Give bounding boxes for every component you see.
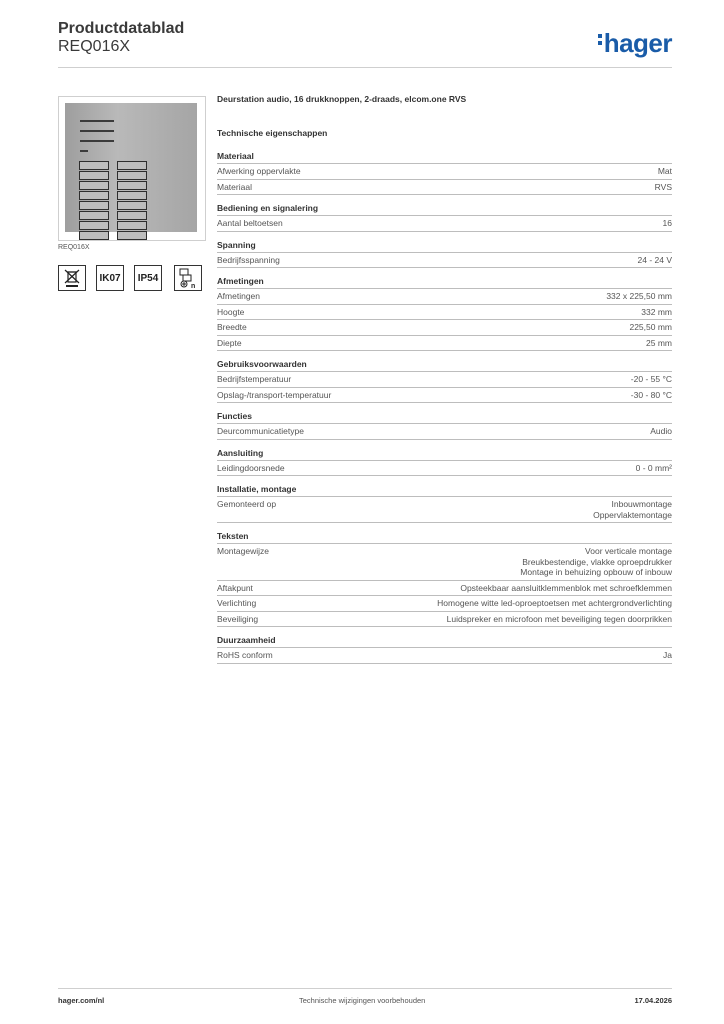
spec-label: Montagewijze — [217, 546, 269, 556]
footer-website-link[interactable]: hager.com/nl — [58, 996, 105, 1005]
spec-label: Bedrijfstemperatuur — [217, 374, 292, 384]
spec-value-line: 25 mm — [646, 337, 672, 348]
spec-group-title: Duurzaamheid — [217, 635, 672, 648]
spec-group — [217, 240, 672, 269]
spec-value — [658, 166, 672, 177]
spec-row — [217, 612, 672, 628]
spec-value-line: 332 x 225,50 mm — [606, 291, 672, 301]
ik07-label: IK07 — [99, 272, 121, 284]
spec-row — [217, 497, 672, 523]
spec-row — [217, 320, 672, 336]
call-button — [117, 161, 147, 170]
spec-value — [631, 374, 672, 385]
spec-label: Opslag-/transport-temperatuur — [217, 389, 332, 400]
spec-group-title: Spanning — [217, 240, 672, 253]
spec-value — [663, 218, 672, 229]
spec-value-line: Voor verticale montage — [585, 546, 672, 556]
call-button — [117, 191, 147, 200]
spec-value-line: Breukbestendige, vlakke oproepdrukker — [522, 556, 672, 567]
spec-value — [593, 499, 672, 520]
call-button — [117, 231, 147, 240]
spec-value — [646, 338, 672, 349]
spec-value-line: Oppervlaktemontage — [593, 509, 672, 520]
product-image — [58, 96, 206, 241]
spec-label: Hoogte — [217, 306, 245, 317]
spec-group — [217, 531, 672, 627]
spec-value-line: Ja — [663, 650, 672, 660]
footer-disclaimer: Technische wijzigingen voorbehouden — [299, 996, 426, 1005]
spec-group-title: Afmetingen — [217, 276, 672, 289]
spec-value-line: -30 - 80 °C — [630, 389, 672, 400]
spec-value-line: Luidspreker en microfoon met beveiliging tegen doorprikken — [446, 613, 672, 624]
door-station-plate — [65, 103, 197, 232]
nameplate-line — [80, 140, 114, 142]
ip54-label: IP54 — [137, 272, 159, 284]
hager-logo — [598, 28, 672, 59]
nameplate-line — [80, 120, 114, 122]
spec-value-line: 0 - 0 mm² — [635, 462, 672, 473]
spec-value — [520, 546, 672, 578]
spec-row — [217, 648, 672, 664]
spec-label: Leidingdoorsnede — [217, 462, 285, 473]
spec-value-line: -20 - 55 °C — [630, 374, 672, 384]
spec-row — [217, 372, 672, 388]
spec-value — [663, 650, 672, 661]
spec-group-title: Functies — [217, 411, 672, 424]
spec-value — [437, 598, 672, 609]
spec-group — [217, 359, 672, 403]
spec-label: Bedrijfsspanning — [217, 254, 280, 265]
spec-group — [217, 635, 672, 664]
spec-value — [631, 390, 672, 401]
spec-group-title: Installatie, montage — [217, 484, 672, 497]
call-button — [117, 181, 147, 190]
technical-properties-title: Technische eigenschappen — [217, 128, 328, 138]
spec-row — [217, 305, 672, 321]
spec-group — [217, 276, 672, 351]
installation-symbol-label: n — [191, 283, 196, 289]
nameplate-line — [80, 130, 114, 132]
call-button — [79, 171, 109, 180]
spec-group — [217, 484, 672, 523]
nameplate-line — [80, 150, 88, 152]
spec-value — [650, 426, 672, 437]
spec-label: Breedte — [217, 322, 247, 332]
spec-group-title: Bediening en signalering — [217, 203, 672, 216]
header-divider — [58, 67, 672, 68]
spec-value-line: 24 - 24 V — [637, 254, 672, 265]
spec-value-line: Audio — [650, 426, 672, 436]
call-button — [79, 161, 109, 170]
document-title: Productdatablad — [58, 20, 185, 37]
spec-row — [217, 388, 672, 404]
call-button — [79, 211, 109, 220]
spec-label: Aantal beltoetsen — [217, 218, 283, 228]
spec-label: Deurcommunicatietype — [217, 426, 304, 436]
spec-row — [217, 336, 672, 352]
spec-row — [217, 216, 672, 232]
spec-label: Gemonteerd op — [217, 499, 277, 509]
footer-divider — [58, 988, 672, 989]
spec-value-line: Mat — [657, 166, 672, 176]
spec-value — [641, 307, 672, 318]
spec-row — [217, 253, 672, 269]
spec-row — [217, 581, 672, 597]
spec-row — [217, 544, 672, 581]
spec-label: Afmetingen — [217, 291, 260, 301]
footer-date: 17.04.2026 — [634, 996, 672, 1005]
call-button — [79, 231, 109, 240]
spec-label: RoHS conform — [217, 650, 273, 660]
spec-row — [217, 461, 672, 477]
spec-row — [217, 596, 672, 612]
spec-row — [217, 289, 672, 305]
spec-group-title: Teksten — [217, 531, 672, 544]
product-description: Deurstation audio, 16 drukknoppen, 2-draads, elcom.one RVS — [217, 94, 467, 104]
spec-group-title: Gebruiksvoorwaarden — [217, 359, 672, 372]
spec-groups — [217, 151, 672, 664]
spec-label: Diepte — [217, 337, 242, 348]
spec-value — [460, 583, 672, 594]
document-header — [58, 20, 184, 56]
spec-value — [636, 463, 672, 474]
spec-value-line: 16 — [662, 218, 672, 228]
spec-value-line: RVS — [654, 181, 672, 192]
spec-value-line: Inbouwmontage — [611, 499, 672, 509]
spec-value — [447, 614, 672, 625]
spec-value-line: Homogene witte led-oproeptoetsen met achtergrondverlichting — [437, 598, 672, 608]
spec-group — [217, 448, 672, 477]
call-button — [79, 201, 109, 210]
call-button — [79, 221, 109, 230]
call-button — [117, 211, 147, 220]
call-button — [79, 191, 109, 200]
spec-group — [217, 203, 672, 232]
call-button — [79, 181, 109, 190]
product-code: REQ016X — [58, 38, 131, 55]
spec-value-line: Opsteekbaar aansluitklemmenblok met schroefklemmen — [460, 582, 672, 593]
logo-dots-icon — [598, 34, 602, 48]
spec-label: Materiaal — [217, 181, 252, 192]
spec-label: Afwerking oppervlakte — [217, 166, 301, 176]
spec-value-line: 225,50 mm — [629, 322, 672, 332]
installation-symbol-icon — [174, 265, 202, 291]
spec-row — [217, 180, 672, 196]
spec-value — [655, 182, 672, 193]
product-image-caption: REQ016X — [58, 244, 90, 251]
ik07-rating-badge — [96, 265, 124, 291]
spec-group-title: Aansluiting — [217, 448, 672, 461]
spec-label: Aftakpunt — [217, 582, 253, 593]
spec-label: Verlichting — [217, 598, 257, 608]
call-button — [117, 171, 147, 180]
spec-value-line: 332 mm — [641, 306, 672, 317]
call-button — [117, 221, 147, 230]
specifications-panel — [217, 94, 672, 672]
spec-value — [638, 255, 673, 266]
call-button — [117, 201, 147, 210]
logo-text: hager — [603, 28, 672, 58]
ip54-rating-badge — [134, 265, 162, 291]
spec-value — [629, 322, 672, 333]
spec-group — [217, 151, 672, 195]
weee-crossed-bin-icon — [58, 265, 86, 291]
spec-row — [217, 164, 672, 180]
spec-value — [606, 291, 672, 302]
spec-label: Beveiliging — [217, 613, 259, 624]
spec-value-line: Montage in behuizing opbouw of inbouw — [520, 567, 672, 577]
spec-group-title: Materiaal — [217, 151, 672, 164]
spec-group — [217, 411, 672, 440]
spec-row — [217, 424, 672, 440]
